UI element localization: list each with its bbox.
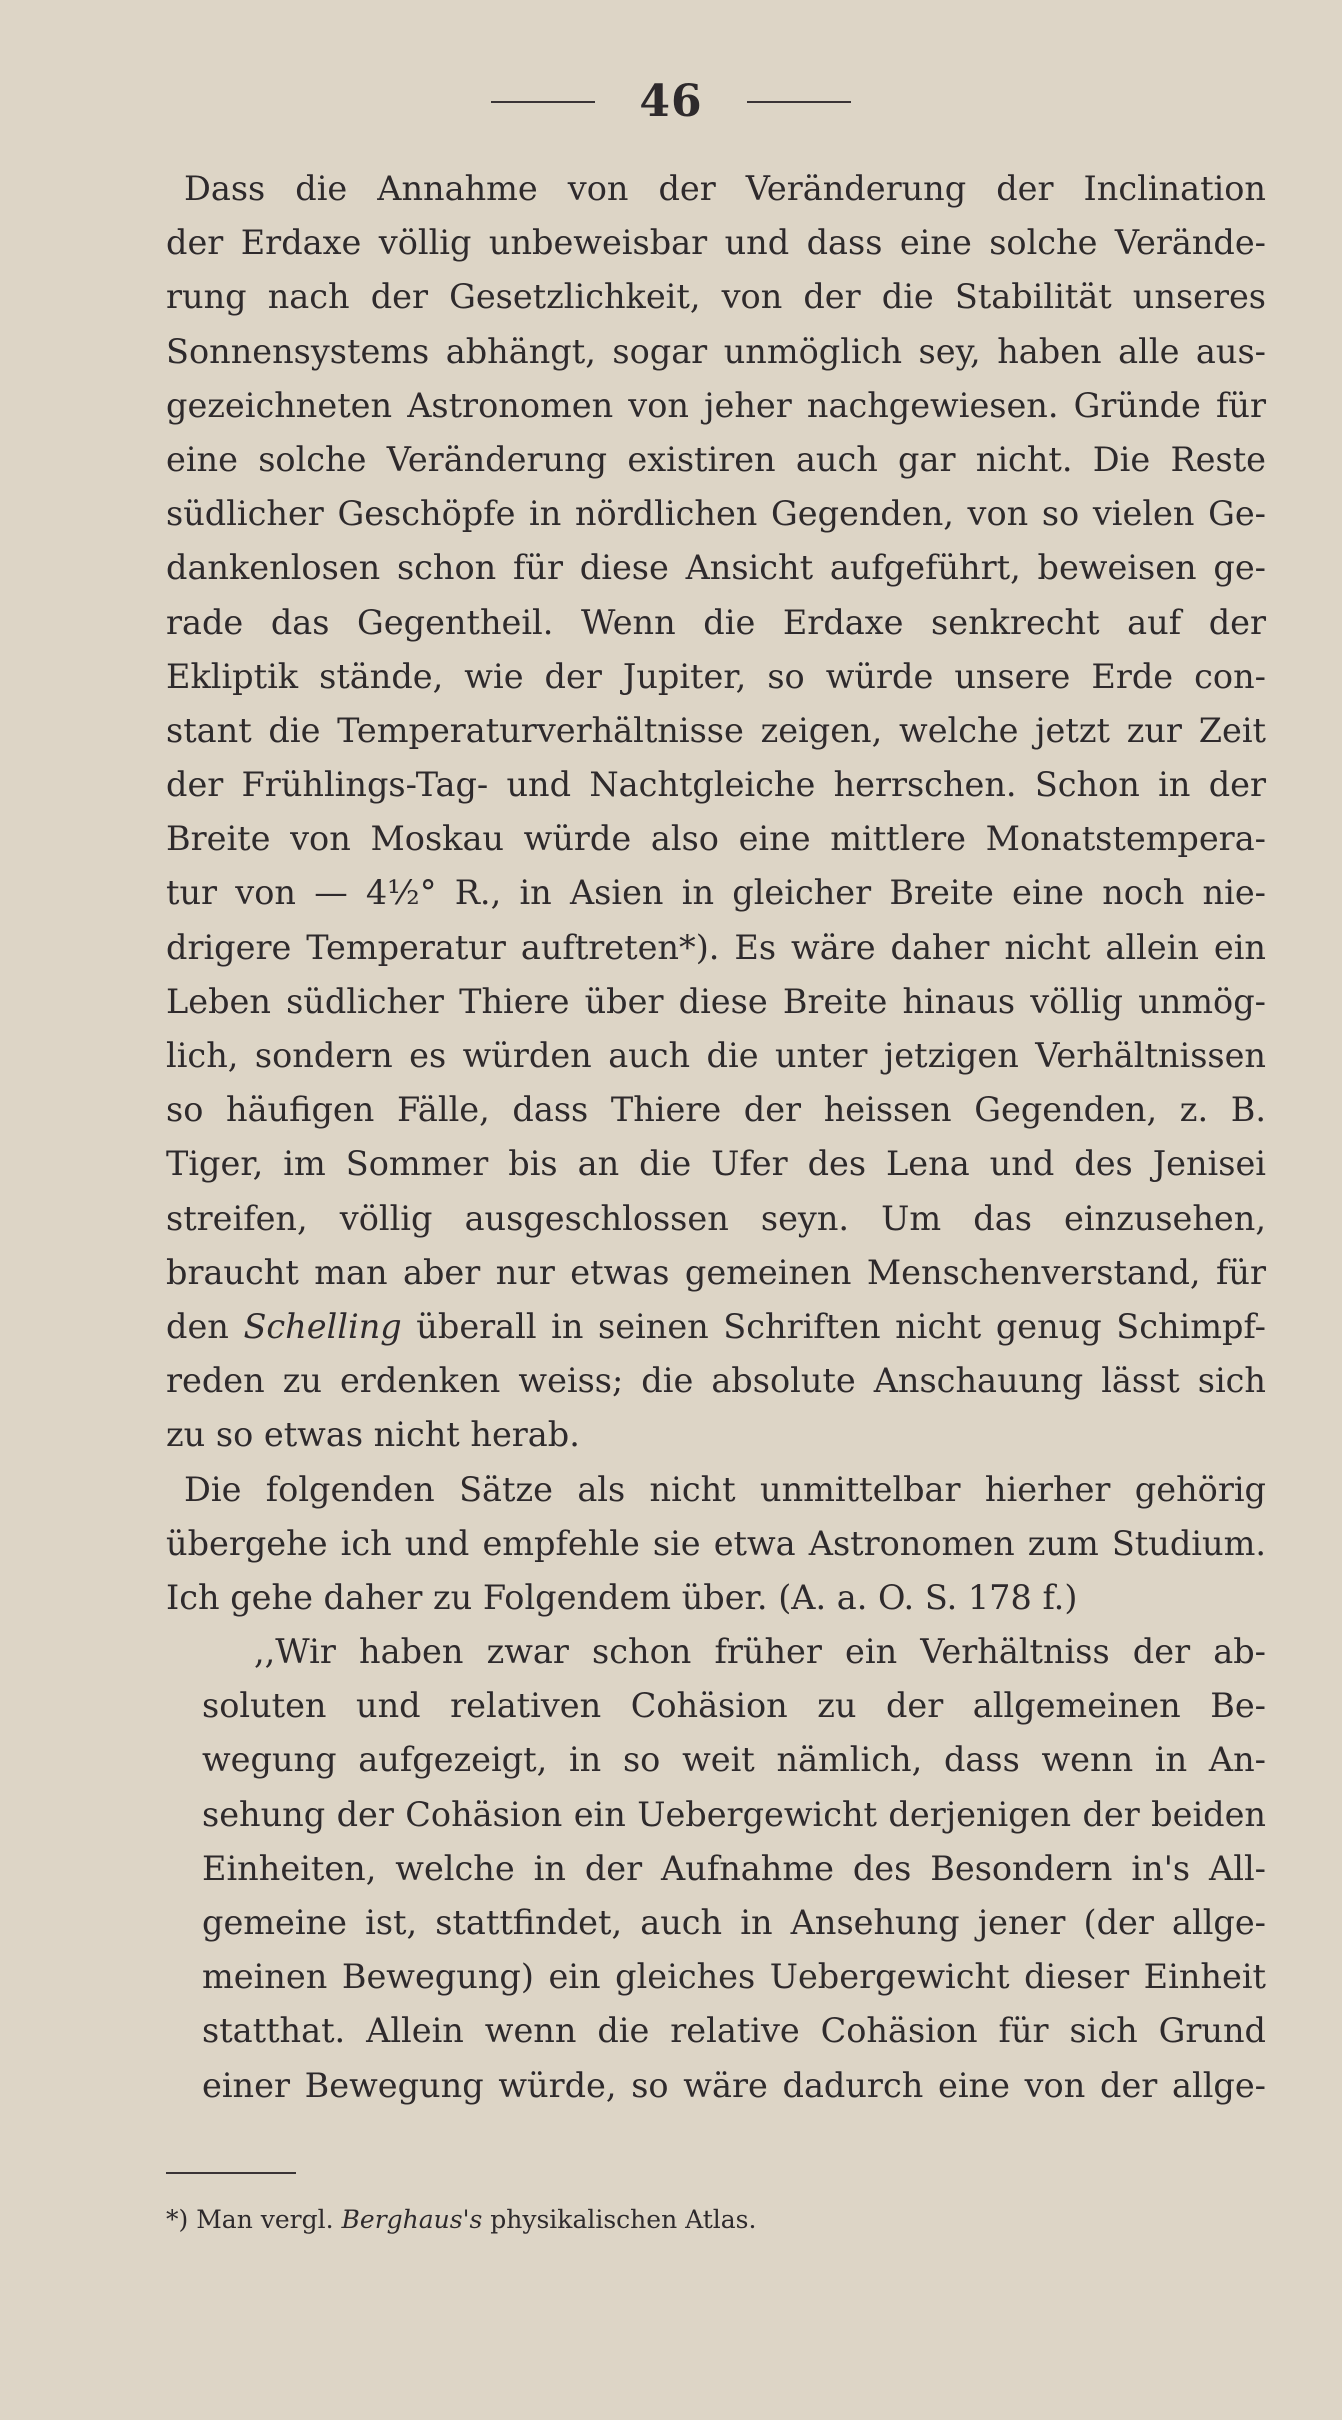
text-line: stant die Temperaturverhältnisse zeigen, welche jetzt zur Zeit [166, 710, 1266, 750]
body-text [166, 162, 1266, 2113]
text-line: dankenlosen schon für diese Ansicht aufgeführt, beweisen ge- [166, 548, 1266, 588]
page-header [0, 76, 1342, 136]
text-line: der Frühlings-Tag- und Nachtgleiche herrschen. Schon in der [166, 765, 1266, 805]
footnote [166, 2200, 756, 2240]
text-line: reden zu erdenken weiss; die absolute Anschauung lässt sich [166, 1361, 1266, 1401]
text-line: rade das Gegentheil. Wenn die Erdaxe senkrecht auf der [166, 602, 1266, 642]
text-line: gezeichneten Astronomen von jeher nachgewiesen. Gründe für [166, 385, 1266, 425]
quote-line: einer Bewegung würde, so wäre dadurch eine von der allge- [202, 2065, 1266, 2105]
text-run: den [166, 1306, 244, 1346]
text-run: Man vergl. [188, 2205, 342, 2234]
quote-line: soluten und relativen Cohäsion zu der allgemeinen Be- [202, 1686, 1266, 1726]
quote-line: sehung der Cohäsion ein Uebergewicht derjenigen der beiden [202, 1794, 1266, 1834]
text-line: südlicher Geschöpfe in nördlichen Gegenden, von so vielen Ge- [166, 494, 1266, 534]
text-line: braucht man aber nur etwas gemeinen Menschenverstand, für [166, 1252, 1266, 1292]
italic-name: Berghaus's [341, 2205, 483, 2234]
paragraph-1 [166, 162, 1266, 1463]
text-line: Dass die Annahme von der Veränderung der Inclination [184, 169, 1266, 208]
text-line: Ich gehe daher zu Folgendem über. (A. a. O. S. 178 f.) [166, 1577, 1078, 1617]
text-line: Ekliptik stände, wie der Jupiter, so würde unsere Erde con- [166, 656, 1266, 696]
text-run: physikalischen Atlas. [482, 2205, 757, 2234]
text-line: drigere Temperatur auftreten*). Es wäre daher nicht allein ein [166, 927, 1266, 967]
text-line: tur von — 4½° R., in Asien in gleicher Breite eine noch nie- [166, 873, 1266, 913]
text-line: Tiger, im Sommer bis an die Ufer des Lena und des Jenisei [166, 1144, 1266, 1184]
text-line: Leben südlicher Thiere über diese Breite hinaus völlig unmög- [166, 981, 1266, 1021]
footnote-marker: *) [166, 2205, 189, 2234]
text-line: Breite von Moskau würde also eine mittlere Monatstempera- [166, 819, 1266, 859]
italic-name: Schelling [243, 1306, 402, 1346]
quote-line: Einheiten, welche in der Aufnahme des Besondern in's All- [202, 1848, 1266, 1888]
text-line-with-italic [166, 1300, 1266, 1354]
quote-line: ,,Wir haben zwar schon früher ein Verhältniss der ab- [254, 1632, 1266, 1672]
text-line: eine solche Veränderung existiren auch gar nicht. Die Reste [166, 439, 1266, 479]
text-line: rung nach der Gesetzlichkeit, von der die Stabilität unseres [166, 277, 1266, 317]
text-line: so häufigen Fälle, dass Thiere der heissen Gegenden, z. B. [166, 1090, 1266, 1130]
quote-line: gemeine ist, stattfindet, auch in Ansehung jener (der allge- [202, 1903, 1266, 1942]
text-line: zu so etwas nicht herab. [166, 1415, 580, 1455]
header-rule-left [491, 101, 595, 103]
header-rule-right [747, 101, 851, 103]
quote-line: meinen Bewegung) ein gleiches Uebergewicht dieser Einheit [202, 1957, 1266, 1997]
text-line: übergehe ich und empfehle sie etwa Astronomen zum Studium. [166, 1523, 1266, 1563]
text-line: Sonnensystems abhängt, sogar unmöglich sey, haben alle aus- [166, 331, 1266, 371]
text-line: lich, sondern es würden auch die unter jetzigen Verhältnissen [166, 1036, 1266, 1075]
text-line: streifen, völlig ausgeschlossen seyn. Um das einzusehen, [166, 1198, 1266, 1238]
text-line: der Erdaxe völlig unbeweisbar und dass eine solche Verände- [166, 223, 1266, 263]
paragraph-2 [166, 1463, 1266, 1626]
footnote-rule [166, 2172, 296, 2174]
text-line: Die folgenden Sätze als nicht unmittelbar hierher gehörig [184, 1469, 1266, 1509]
page-number: 46 [639, 76, 703, 127]
quote-line: wegung aufgezeigt, in so weit nämlich, dass wenn in An- [202, 1740, 1266, 1780]
block-quote [166, 1625, 1266, 2113]
text-run: überall in seinen Schriften nicht genug Schimpf- [401, 1306, 1267, 1346]
quote-line: statthat. Allein wenn die relative Cohäsion für sich Grund [202, 2011, 1266, 2051]
